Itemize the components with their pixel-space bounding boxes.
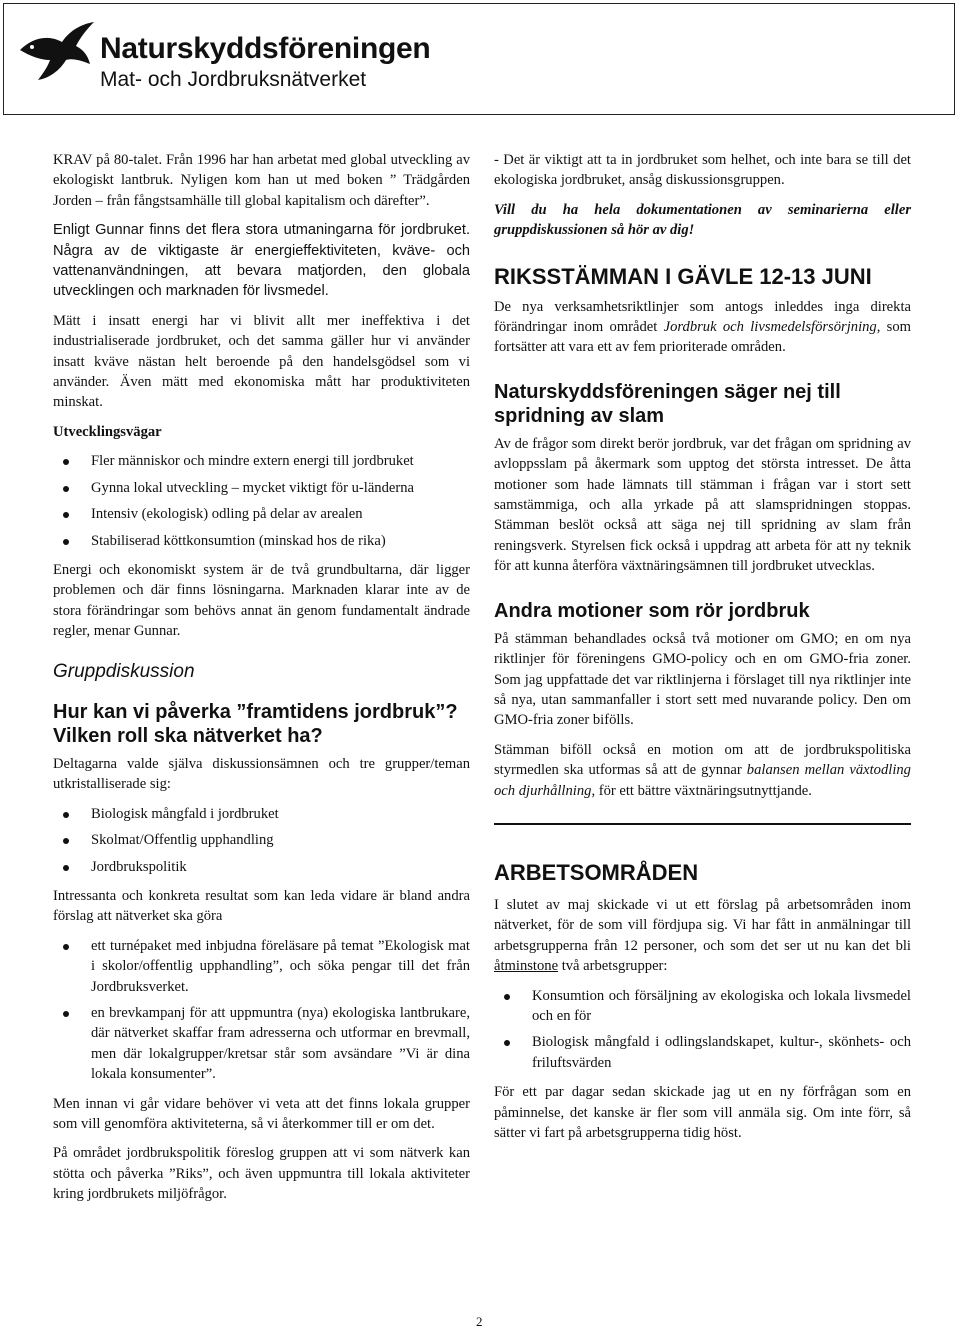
heading-gruppdiskussion: Gruppdiskussion [53,660,195,682]
org-name: Naturskyddsföreningen [100,32,431,65]
paragraph: KRAV på 80-talet. Från 1996 har han arbetat med global utveckling av ekologiskt lantbruk. Nyligen kom han ut med boken ” Trädgården Jorden – från fångstsamhälle till global kapitalism och därefter”. [53,152,470,209]
paragraph: På stämman behandlades också två motioner om GMO; en om nya riktlinjer för föreningens GMO-policy och en om GMO-fria zoner. Som jag uppfattade det var riktlinjerna i förslaget till nya riktlinjer inte så nya, utan sammanfaller i stort sett med nuvarande policy. Den om GMO-fria zoner bifölls. [494,630,911,729]
bird-logo-icon [18,20,96,82]
heading-riksstamman: RIKSSTÄMMAN I GÄVLE 12-13 JUNI [494,263,872,289]
list-item: Fler människor och mindre extern energi till jordbruket [53,451,470,471]
paragraph: För ett par dagar sedan skickade jag ut en ny förfrågan som en påminnelse, det kanske är fler som vill anmäla sig. Om inte förr, så sätter vi fart på arbetsgrupperna tidig höst. [494,1084,911,1141]
bullet-list [53,451,470,551]
list-item: Biologisk mångfald i jordbruket [53,804,470,824]
subheading-utvecklingsvagar: Utvecklingsvägar [53,423,162,440]
list-item: en brevkampanj för att uppmuntra (nya) ekologiska lantbrukare, där nätverket skaffar fram adresserna och utformar en brevmall, men där lokalgrupper/kretsar står som avsändare ”Vi är dina lokala konsumenter”. [53,1003,470,1085]
paragraph: Stämman biföll också en motion om att de jordbrukspolitiska styrmedlen ska utformas så att de gynnar balansen mellan växtodling och djurhållning, för ett bättre växtnäringsutnyttjande. [494,741,911,799]
list-item: ett turnépaket med inbjudna föreläsare på temat ”Ekologisk mat i skolor/offentlig upphandling”, och söka pengar till det från Jordbruksverket. [53,936,470,997]
paragraph: Men innan vi går vidare behöver vi veta att det finns lokala grupper som vill genomföra aktiviteterna, så vi återkommer till er om det. [53,1095,470,1133]
list-item: Gynna lokal utveckling – mycket viktigt för u-länderna [53,478,470,498]
paragraph: Av de frågor som direkt berör jordbruk, var det frågan om spridning av avloppsslam på åkermark som upptog det största intresset. De åtta motioner som hade lämnats till stämman i frågan var i stort sett samstämmiga, och alla yrkade på att slamspridningen stoppas. Stämman beslöt också att säga nej till spridning av slam från reningsverk. Styrelsen fick också i uppdrag att arbeta för att ny teknik för att kunna återföra växtnäringsämnen till jordbruket utvecklas. [494,435,911,575]
list-item: Jordbrukspolitik [53,857,470,877]
heading-slam: Naturskyddsföreningen säger nej till spridning av slam [494,380,841,427]
paragraph: I slutet av maj skickade vi ut ett förslag på arbetsområden inom nätverket, för de som vill fördjupa sig. Vi har fått in anmälningar till arbetsgrupperna från 12 personer, och som det ser ut nu kan det bli åtminstone två arbetsgrupper: [494,896,911,975]
heading-andra-motioner: Andra motioner som rör jordbruk [494,599,810,622]
bullet-list [53,804,470,877]
bullet-list [494,986,911,1074]
list-item: Skolmat/Offentlig upphandling [53,830,470,850]
paragraph: Mätt i insatt energi har vi blivit allt mer ineffektiva i det industrialiserade jordbruket, och det samma gäller hur vi använder insatt kväve nästan helt beroende på den handelsgödsel som vi använder. Även mätt med ekonomiska mått har produktiviteten minskat. [53,312,470,411]
divider [494,823,911,825]
left-column [53,150,470,1214]
paragraph: De nya verksamhetsriktlinjer som antogs inleddes inga direkta förändringar inom området Jordbruk och livsmedelsförsörjning, som fortsätter att vara ett av fem prioriterade områden. [494,298,911,356]
list-item: Intensiv (ekologisk) odling på delar av arealen [53,504,470,524]
paragraph: Energi och ekonomiskt system är de två grundbultarna, där ligger problemen och där finns lösningarna. Marknaden klarar inte av de stora förändringar som behövs annat än genom fundamentalt ändrade regler, menar Gunnar. [53,561,470,640]
heading-question: Hur kan vi påverka ”framtidens jordbruk”? Vilken roll ska nätverket ha? [53,700,458,747]
list-item: Konsumtion och försäljning av ekologiska och lokala livsmedel och en för [494,986,911,1027]
paragraph-contact: Vill du ha hela dokumentationen av seminarierna eller gruppdiskussionen så hör av dig! [494,201,911,239]
paragraph: Intressanta och konkreta resultat som kan leda vidare är bland andra förslag att nätverket ska göra [53,887,470,925]
page-number: 2 [476,1314,483,1329]
list-item: Biologisk mångfald i odlingslandskapet, kultur-, skönhets- och friluftsvärden [494,1032,911,1073]
bullet-list [53,936,470,1085]
paragraph: - Det är viktigt att ta in jordbruket som helhet, och inte bara se till det ekologiska jordbruket, ansåg diskussionsgruppen. [494,152,911,189]
network-name: Mat- och Jordbruksnätverket [100,68,367,91]
right-column [494,150,911,1152]
list-item: Stabiliserad köttkonsumtion (minskad hos de rika) [53,531,470,551]
heading-arbetsomraden: ARBETSOMRÅDEN [494,859,699,885]
paragraph: På området jordbrukspolitik föreslog gruppen att vi som nätverk kan stötta och påverka ”Riks”, och även uppmuntra till lokala aktiviteter kring jordbrukets miljöfrågor. [53,1145,470,1203]
paragraph: Deltagarna valde själva diskussionsämnen och tre grupper/teman utkristalliserade sig: [53,755,470,793]
paragraph: Enligt Gunnar finns det flera stora utmaningarna för jordbruket. Några av de viktigaste är energieffektiviteten, kväve- och vattenanvändningen, att bevara matjorden, den globala utvecklingen och marknaden för livsmedel. [53,222,470,300]
letterhead [3,3,955,115]
